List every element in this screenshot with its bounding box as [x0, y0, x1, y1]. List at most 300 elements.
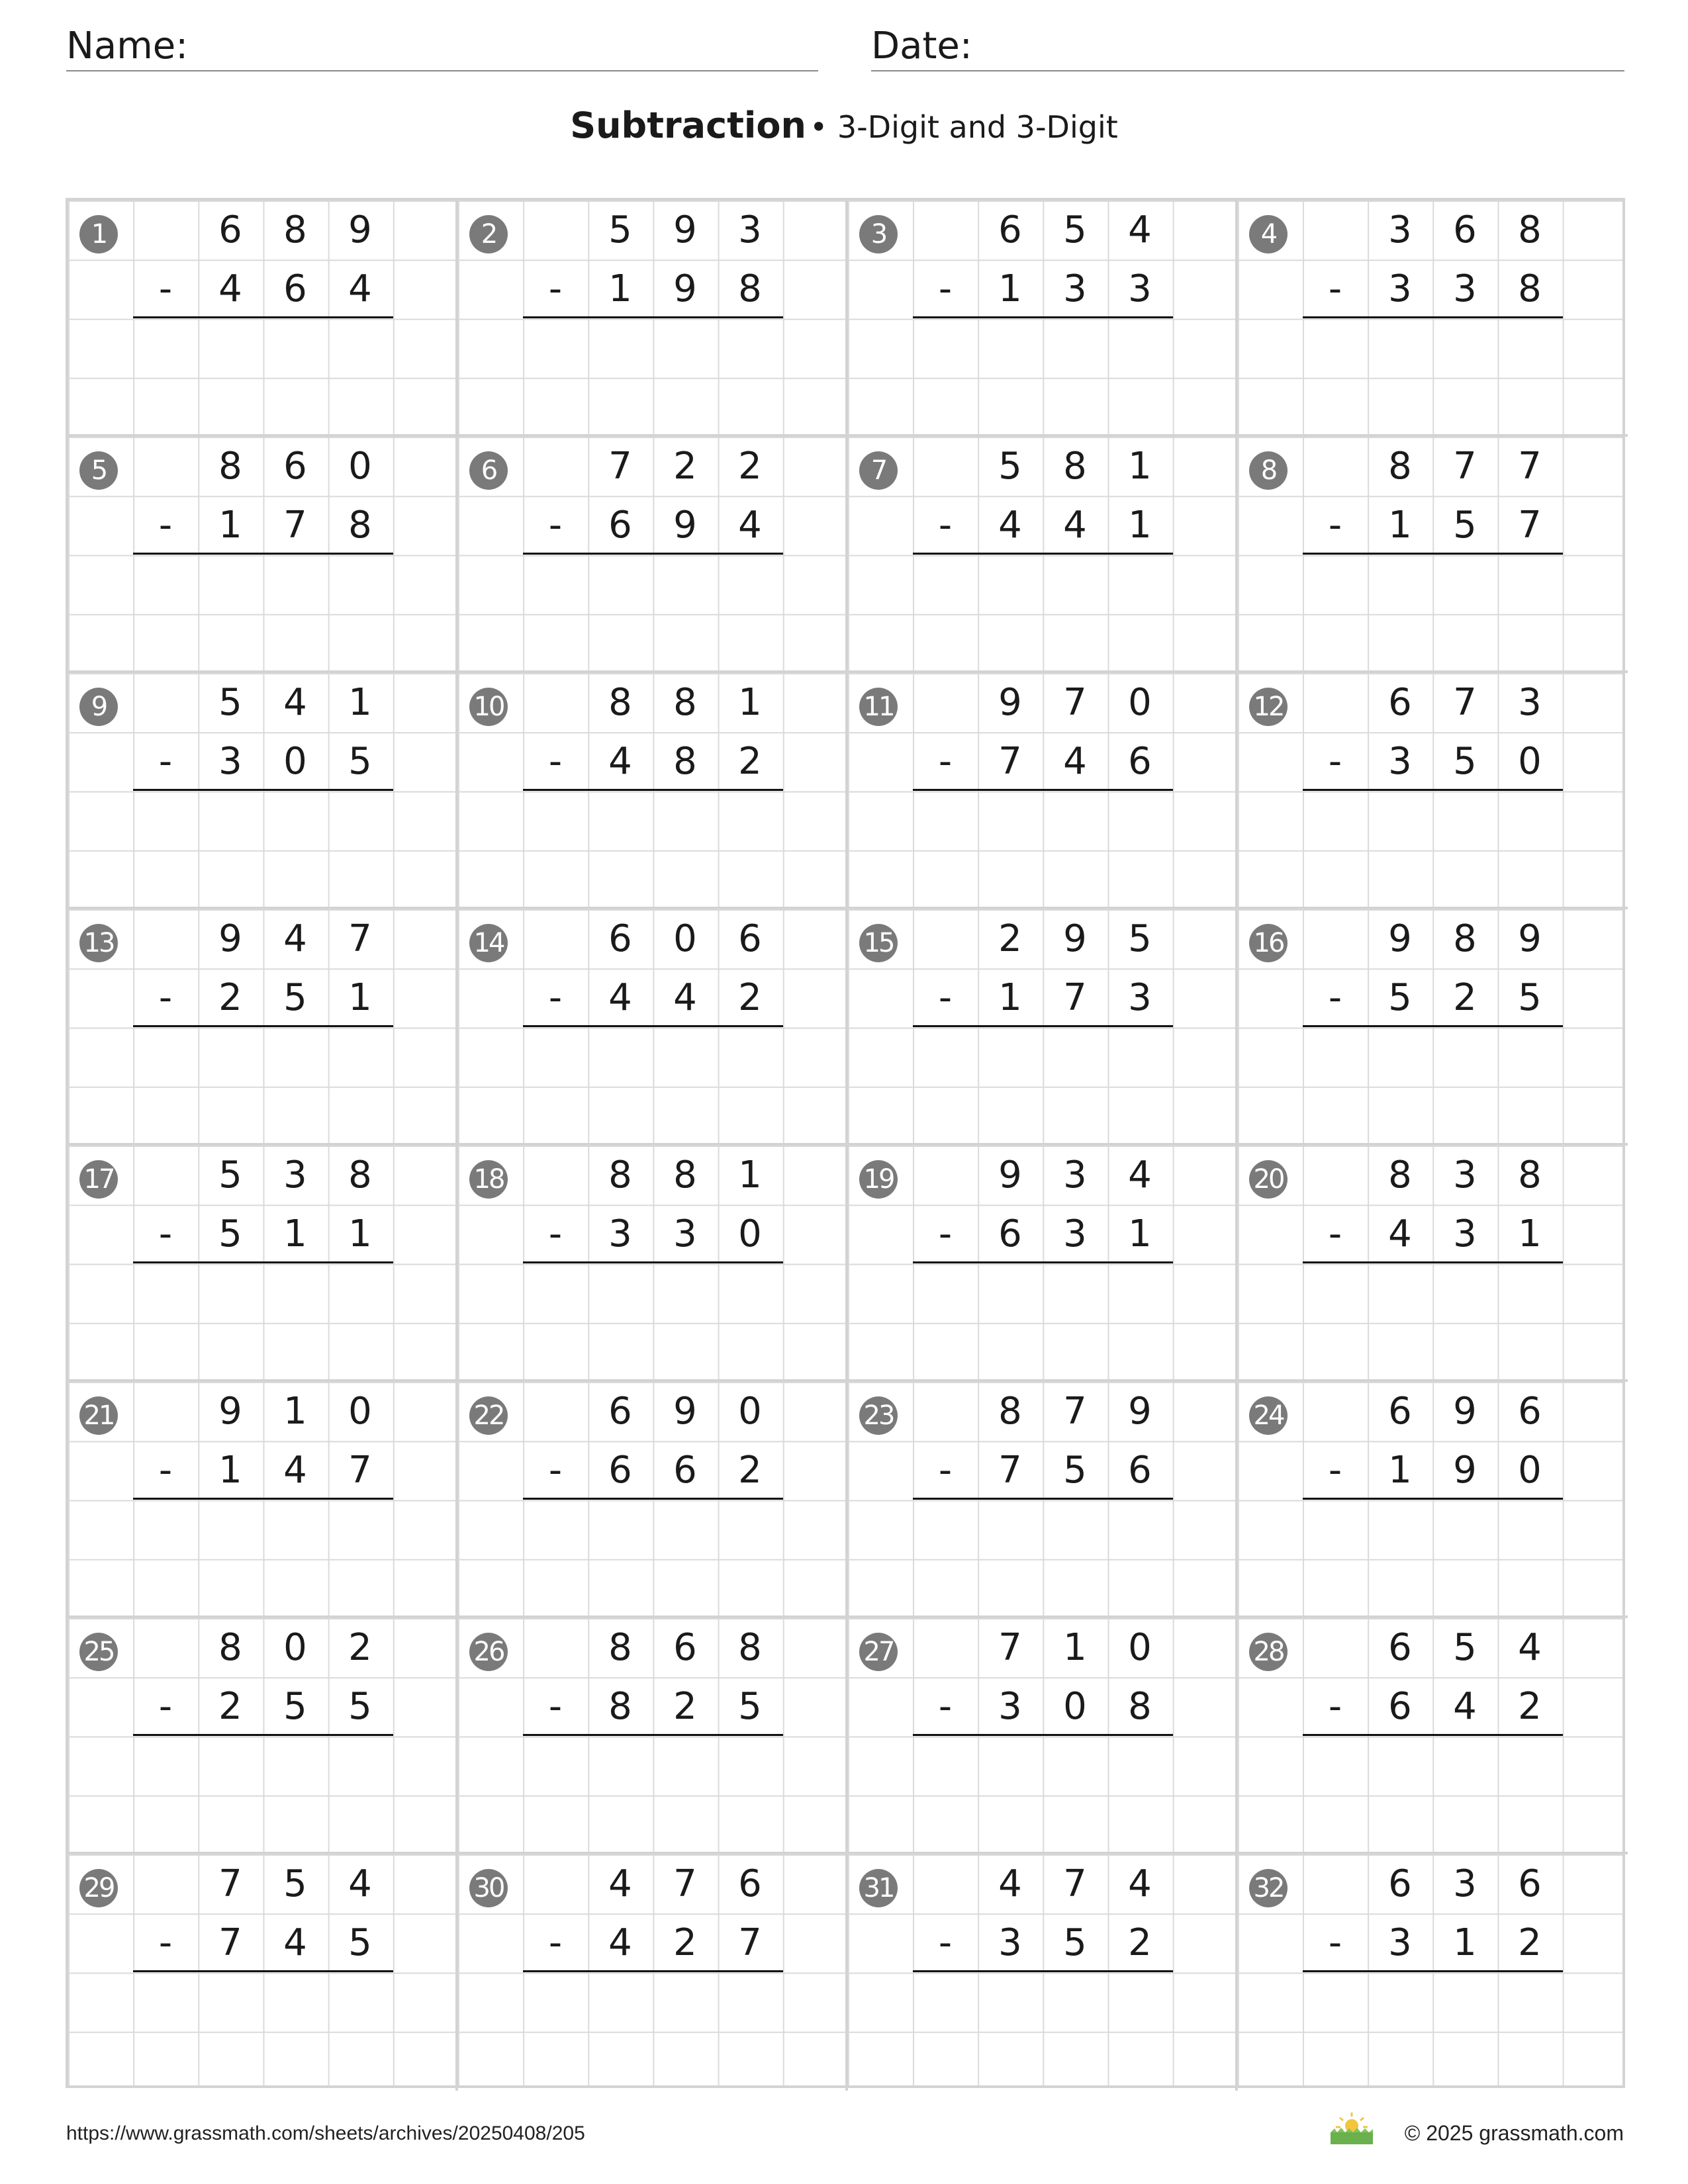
answer-line — [913, 1734, 1173, 1736]
answer-area[interactable] — [1303, 320, 1563, 432]
problem-number-badge: 4 — [1249, 215, 1288, 253]
minuend-digit: 4 — [1518, 1626, 1542, 1669]
problem-32 — [1238, 1854, 1628, 2091]
answer-line — [913, 553, 1173, 555]
minuend-digit: 6 — [1388, 681, 1412, 724]
subtrahend-digit: 0 — [283, 740, 307, 783]
subtrahend-digit: 0 — [738, 1212, 762, 1255]
problem-number-badge: 14 — [469, 924, 508, 962]
minuend-digit: 9 — [218, 917, 242, 960]
minuend-digit: 5 — [1063, 208, 1087, 251]
minuend-digit: 6 — [738, 917, 762, 960]
subtrahend-digit: 1 — [348, 976, 372, 1019]
minuend-digit: 3 — [738, 208, 762, 251]
minuend-digit: 9 — [673, 208, 697, 251]
minus-sign: - — [158, 740, 173, 783]
subtrahend-digit: 5 — [1063, 1449, 1087, 1492]
answer-area[interactable] — [1303, 792, 1563, 905]
subtrahend-digit: 3 — [1453, 1212, 1477, 1255]
subtrahend-digit: 9 — [673, 267, 697, 310]
problem-17 — [68, 1146, 458, 1382]
minuend-digit: 8 — [738, 1626, 762, 1669]
subtrahend-digit: 2 — [1518, 1685, 1542, 1728]
minuend-digit: 9 — [1063, 917, 1087, 960]
minuend-digit: 6 — [673, 1626, 697, 1669]
answer-line — [133, 553, 393, 555]
subtrahend-digit: 6 — [283, 267, 307, 310]
problem-12 — [1238, 673, 1628, 909]
problem-30 — [458, 1854, 848, 2091]
subtrahend-digit: 3 — [1128, 976, 1152, 1019]
minuend-digit: 2 — [998, 917, 1022, 960]
minuend-digit: 6 — [738, 1862, 762, 1905]
minuend-digit: 1 — [738, 681, 762, 724]
minuend-digit: 6 — [218, 208, 242, 251]
subtrahend-digit: 6 — [998, 1212, 1022, 1255]
answer-line — [523, 1970, 783, 1972]
footer-copyright[interactable]: © 2025 grassmath.com — [1404, 2121, 1624, 2145]
problem-8 — [1238, 437, 1628, 673]
problem-number-badge: 2 — [469, 215, 508, 253]
answer-area[interactable] — [523, 556, 783, 668]
minuend-digit: 4 — [608, 1862, 632, 1905]
answer-area[interactable] — [133, 792, 393, 905]
minuend-digit: 8 — [608, 1154, 632, 1197]
problem-9 — [68, 673, 458, 909]
minus-sign: - — [158, 267, 173, 310]
minuend-digit: 8 — [1518, 1154, 1542, 1197]
minuend-digit: 3 — [283, 1154, 307, 1197]
subtrahend-digit: 6 — [1128, 740, 1152, 783]
minuend-digit: 9 — [673, 1390, 697, 1433]
answer-line — [913, 1025, 1173, 1027]
subtrahend-digit: 3 — [1453, 267, 1477, 310]
problem-27 — [848, 1618, 1238, 1854]
problem-number-badge: 16 — [1249, 924, 1288, 962]
problem-number-badge: 21 — [79, 1396, 118, 1435]
minuend-digit: 9 — [1388, 917, 1412, 960]
minuend-digit: 8 — [283, 208, 307, 251]
problem-number-badge: 27 — [859, 1633, 898, 1671]
subtrahend-digit: 2 — [218, 976, 242, 1019]
answer-area[interactable] — [1303, 556, 1563, 668]
minus-sign: - — [158, 1921, 173, 1964]
answer-line — [133, 1498, 393, 1500]
answer-line — [523, 1734, 783, 1736]
problem-1 — [68, 201, 458, 437]
answer-line — [913, 1498, 1173, 1500]
subtrahend-digit: 3 — [608, 1212, 632, 1255]
minuend-digit: 9 — [1518, 917, 1542, 960]
subtrahend-digit: 7 — [1063, 976, 1087, 1019]
minuend-digit: 1 — [738, 1154, 762, 1197]
answer-area[interactable] — [523, 792, 783, 905]
subtrahend-digit: 7 — [1518, 504, 1542, 547]
subtrahend-digit: 4 — [283, 1921, 307, 1964]
problem-31 — [848, 1854, 1238, 2091]
problem-number-badge: 26 — [469, 1633, 508, 1671]
minus-sign: - — [1328, 740, 1342, 783]
title-subtitle: • 3-Digit and 3-Digit — [810, 109, 1118, 145]
minus-sign: - — [938, 1685, 953, 1728]
answer-area[interactable] — [133, 1974, 393, 2086]
minus-sign: - — [548, 740, 563, 783]
subtrahend-digit: 7 — [218, 1921, 242, 1964]
subtrahend-digit: 8 — [348, 504, 372, 547]
subtrahend-digit: 3 — [673, 1212, 697, 1255]
minuend-digit: 2 — [348, 1626, 372, 1669]
answer-area[interactable] — [913, 1501, 1173, 1614]
minuend-digit: 8 — [1063, 445, 1087, 488]
answer-line — [1303, 789, 1563, 791]
subtrahend-digit: 7 — [998, 1449, 1022, 1492]
answer-area[interactable] — [133, 1501, 393, 1614]
subtrahend-digit: 2 — [738, 976, 762, 1019]
minuend-digit: 6 — [1518, 1862, 1542, 1905]
subtrahend-digit: 4 — [283, 1449, 307, 1492]
problem-3 — [848, 201, 1238, 437]
subtrahend-digit: 3 — [1388, 740, 1412, 783]
problem-4 — [1238, 201, 1628, 437]
problem-18 — [458, 1146, 848, 1382]
problem-number-badge: 11 — [859, 688, 898, 726]
subtrahend-digit: 2 — [673, 1685, 697, 1728]
minus-sign: - — [938, 1212, 953, 1255]
problem-number-badge: 6 — [469, 451, 508, 490]
answer-area[interactable] — [523, 320, 783, 432]
problem-number-badge: 3 — [859, 215, 898, 253]
minuend-digit: 9 — [1453, 1390, 1477, 1433]
minuend-digit: 8 — [1453, 917, 1477, 960]
answer-area[interactable] — [913, 320, 1173, 432]
minuend-digit: 6 — [1388, 1626, 1412, 1669]
minus-sign: - — [938, 504, 953, 547]
minuend-digit: 6 — [1453, 208, 1477, 251]
minus-sign: - — [1328, 1212, 1342, 1255]
subtrahend-digit: 3 — [1063, 1212, 1087, 1255]
subtrahend-digit: 6 — [1128, 1449, 1152, 1492]
minuend-digit: 6 — [1388, 1862, 1412, 1905]
answer-area[interactable] — [1303, 1501, 1563, 1614]
problem-10 — [458, 673, 848, 909]
answer-area[interactable] — [523, 1737, 783, 1850]
minuend-digit: 8 — [1388, 1154, 1412, 1197]
minuend-digit: 4 — [283, 917, 307, 960]
minuend-digit: 6 — [608, 1390, 632, 1433]
footer-url[interactable]: https://www.grassmath.com/sheets/archives/20250408/205 — [66, 2122, 585, 2144]
answer-line — [1303, 1025, 1563, 1027]
answer-line — [913, 316, 1173, 318]
subtrahend-digit: 4 — [998, 504, 1022, 547]
answer-area[interactable] — [1303, 1265, 1563, 1377]
minuend-digit: 7 — [673, 1862, 697, 1905]
problem-19 — [848, 1146, 1238, 1382]
problem-number-badge: 13 — [79, 924, 118, 962]
answer-area[interactable] — [133, 1737, 393, 1850]
minus-sign: - — [938, 1449, 953, 1492]
problem-number-badge: 8 — [1249, 451, 1288, 490]
problem-number-badge: 23 — [859, 1396, 898, 1435]
minuend-digit: 7 — [348, 917, 372, 960]
minuend-digit: 5 — [608, 208, 632, 251]
subtrahend-digit: 2 — [1128, 1921, 1152, 1964]
minus-sign: - — [548, 504, 563, 547]
subtrahend-digit: 5 — [348, 1685, 372, 1728]
subtrahend-digit: 3 — [998, 1685, 1022, 1728]
subtrahend-digit: 3 — [1388, 267, 1412, 310]
problem-number-badge: 30 — [469, 1869, 508, 1907]
problem-number-badge: 29 — [79, 1869, 118, 1907]
problem-number-badge: 28 — [1249, 1633, 1288, 1671]
subtrahend-digit: 4 — [348, 267, 372, 310]
minuend-digit: 6 — [998, 208, 1022, 251]
date-label: Date: — [871, 24, 972, 68]
minuend-digit: 8 — [1518, 208, 1542, 251]
answer-line — [133, 789, 393, 791]
answer-area[interactable] — [1303, 1737, 1563, 1850]
minuend-digit: 8 — [608, 681, 632, 724]
minuend-digit: 0 — [1128, 681, 1152, 724]
answer-area[interactable] — [133, 1028, 393, 1141]
problem-number-badge: 24 — [1249, 1396, 1288, 1435]
subtrahend-digit: 5 — [283, 976, 307, 1019]
minuend-digit: 9 — [998, 1154, 1022, 1197]
problem-2 — [458, 201, 848, 437]
minuend-digit: 8 — [218, 445, 242, 488]
subtrahend-digit: 2 — [673, 1921, 697, 1964]
answer-area[interactable] — [913, 1974, 1173, 2086]
problem-22 — [458, 1382, 848, 1618]
minuend-digit: 0 — [673, 917, 697, 960]
answer-line — [913, 1970, 1173, 1972]
answer-area[interactable] — [133, 556, 393, 668]
minus-sign: - — [548, 267, 563, 310]
subtrahend-digit: 2 — [218, 1685, 242, 1728]
minuend-digit: 8 — [998, 1390, 1022, 1433]
answer-line — [133, 1970, 393, 1972]
subtrahend-digit: 5 — [1063, 1921, 1087, 1964]
minuend-digit: 7 — [1518, 445, 1542, 488]
minuend-digit: 7 — [1063, 1862, 1087, 1905]
answer-line — [133, 1734, 393, 1736]
problem-number-badge: 22 — [469, 1396, 508, 1435]
minuend-digit: 7 — [1063, 681, 1087, 724]
subtrahend-digit: 4 — [673, 976, 697, 1019]
minus-sign: - — [158, 1212, 173, 1255]
problem-28 — [1238, 1618, 1628, 1854]
minus-sign: - — [548, 1685, 563, 1728]
minuend-digit: 7 — [218, 1862, 242, 1905]
answer-area[interactable] — [913, 1265, 1173, 1377]
subtrahend-digit: 4 — [1063, 740, 1087, 783]
minus-sign: - — [158, 976, 173, 1019]
problem-14 — [458, 909, 848, 1146]
subtrahend-digit: 8 — [738, 267, 762, 310]
subtrahend-digit: 8 — [1518, 267, 1542, 310]
problem-5 — [68, 437, 458, 673]
minus-sign: - — [938, 267, 953, 310]
answer-area[interactable] — [523, 1974, 783, 2086]
subtrahend-digit: 1 — [348, 1212, 372, 1255]
subtrahend-digit: 5 — [348, 740, 372, 783]
minuend-digit: 5 — [218, 681, 242, 724]
minus-sign: - — [1328, 267, 1342, 310]
minuend-digit: 1 — [1128, 445, 1152, 488]
subtrahend-digit: 4 — [1453, 1685, 1477, 1728]
problem-number-badge: 31 — [859, 1869, 898, 1907]
subtrahend-digit: 8 — [608, 1685, 632, 1728]
subtrahend-digit: 1 — [608, 267, 632, 310]
minuend-digit: 7 — [1453, 445, 1477, 488]
subtrahend-digit: 1 — [1388, 1449, 1412, 1492]
subtrahend-digit: 4 — [608, 1921, 632, 1964]
subtrahend-digit: 1 — [998, 976, 1022, 1019]
minuend-digit: 8 — [218, 1626, 242, 1669]
answer-line — [523, 1025, 783, 1027]
answer-line — [133, 1261, 393, 1263]
answer-area[interactable] — [523, 1028, 783, 1141]
minuend-digit: 0 — [283, 1626, 307, 1669]
minuend-digit: 3 — [1518, 681, 1542, 724]
worksheet-grid — [66, 198, 1625, 2088]
minus-sign: - — [1328, 1449, 1342, 1492]
problem-25 — [68, 1618, 458, 1854]
problem-20 — [1238, 1146, 1628, 1382]
minuend-digit: 7 — [998, 1626, 1022, 1669]
title-main: Subtraction — [570, 105, 806, 146]
minuend-digit: 3 — [1453, 1154, 1477, 1197]
grass-sun-logo-icon — [1328, 2111, 1376, 2146]
subtrahend-digit: 1 — [1128, 504, 1152, 547]
subtrahend-digit: 0 — [1518, 740, 1542, 783]
problem-15 — [848, 909, 1238, 1146]
answer-line — [1303, 1734, 1563, 1736]
problem-16 — [1238, 909, 1628, 1146]
answer-area[interactable] — [1303, 1028, 1563, 1141]
problem-number-badge: 20 — [1249, 1160, 1288, 1199]
minuend-digit: 8 — [348, 1154, 372, 1197]
problem-number-badge: 12 — [1249, 688, 1288, 726]
subtrahend-digit: 2 — [738, 1449, 762, 1492]
minuend-digit: 5 — [1128, 917, 1152, 960]
minuend-digit: 9 — [998, 681, 1022, 724]
minuend-digit: 4 — [1128, 208, 1152, 251]
minuend-digit: 5 — [218, 1154, 242, 1197]
minuend-digit: 4 — [1128, 1862, 1152, 1905]
subtrahend-digit: 3 — [998, 1921, 1022, 1964]
problem-26 — [458, 1618, 848, 1854]
minuend-digit: 9 — [348, 208, 372, 251]
answer-area[interactable] — [913, 556, 1173, 668]
answer-line — [913, 789, 1173, 791]
name-field[interactable] — [66, 26, 818, 71]
answer-line — [1303, 316, 1563, 318]
subtrahend-digit: 5 — [218, 1212, 242, 1255]
answer-area[interactable] — [913, 1028, 1173, 1141]
subtrahend-digit: 7 — [348, 1449, 372, 1492]
minuend-digit: 6 — [283, 445, 307, 488]
answer-area[interactable] — [913, 1737, 1173, 1850]
answer-area[interactable] — [133, 320, 393, 432]
minus-sign: - — [1328, 976, 1342, 1019]
minuend-digit: 2 — [738, 445, 762, 488]
answer-area[interactable] — [1303, 1974, 1563, 2086]
minus-sign: - — [548, 1212, 563, 1255]
subtrahend-digit: 1 — [1453, 1921, 1477, 1964]
subtrahend-digit: 5 — [283, 1685, 307, 1728]
minus-sign: - — [158, 1449, 173, 1492]
subtrahend-digit: 9 — [1453, 1449, 1477, 1492]
minuend-digit: 0 — [738, 1390, 762, 1433]
problem-13 — [68, 909, 458, 1146]
subtrahend-digit: 4 — [608, 976, 632, 1019]
minuend-digit: 5 — [283, 1862, 307, 1905]
minus-sign: - — [1328, 1921, 1342, 1964]
problem-6 — [458, 437, 848, 673]
problem-24 — [1238, 1382, 1628, 1618]
minus-sign: - — [158, 504, 173, 547]
subtrahend-digit: 5 — [1453, 504, 1477, 547]
subtrahend-digit: 3 — [1128, 267, 1152, 310]
answer-line — [913, 1261, 1173, 1263]
subtrahend-digit: 4 — [218, 267, 242, 310]
minus-sign: - — [548, 976, 563, 1019]
minuend-digit: 4 — [348, 1862, 372, 1905]
subtrahend-digit: 5 — [348, 1921, 372, 1964]
subtrahend-digit: 4 — [608, 740, 632, 783]
subtrahend-digit: 1 — [218, 504, 242, 547]
minuend-digit: 9 — [1128, 1390, 1152, 1433]
minuend-digit: 1 — [1063, 1626, 1087, 1669]
answer-area[interactable] — [913, 792, 1173, 905]
problem-number-badge: 32 — [1249, 1869, 1288, 1907]
answer-area[interactable] — [523, 1265, 783, 1377]
subtrahend-digit: 2 — [1518, 1921, 1542, 1964]
subtrahend-digit: 3 — [218, 740, 242, 783]
date-field[interactable] — [871, 26, 1624, 71]
subtrahend-digit: 5 — [1388, 976, 1412, 1019]
minuend-digit: 6 — [608, 917, 632, 960]
minuend-digit: 8 — [608, 1626, 632, 1669]
minuend-digit: 3 — [1063, 1154, 1087, 1197]
problem-number-badge: 15 — [859, 924, 898, 962]
minuend-digit: 0 — [1128, 1626, 1152, 1669]
subtrahend-digit: 1 — [998, 267, 1022, 310]
subtrahend-digit: 6 — [608, 504, 632, 547]
problem-number-badge: 25 — [79, 1633, 118, 1671]
subtrahend-digit: 0 — [1518, 1449, 1542, 1492]
minuend-digit: 0 — [348, 1390, 372, 1433]
problem-number-badge: 7 — [859, 451, 898, 490]
answer-line — [133, 316, 393, 318]
minuend-digit: 4 — [1128, 1154, 1152, 1197]
minus-sign: - — [158, 1685, 173, 1728]
answer-area[interactable] — [523, 1501, 783, 1614]
subtrahend-digit: 6 — [608, 1449, 632, 1492]
problem-number-badge: 9 — [79, 688, 118, 726]
answer-line — [1303, 553, 1563, 555]
subtrahend-digit: 9 — [673, 504, 697, 547]
subtrahend-digit: 4 — [1388, 1212, 1412, 1255]
minuend-digit: 9 — [218, 1390, 242, 1433]
minuend-digit: 6 — [1388, 1390, 1412, 1433]
problem-number-badge: 10 — [469, 688, 508, 726]
answer-line — [1303, 1970, 1563, 1972]
minuend-digit: 8 — [1388, 445, 1412, 488]
minuend-digit: 0 — [348, 445, 372, 488]
answer-line — [523, 789, 783, 791]
answer-area[interactable] — [133, 1265, 393, 1377]
